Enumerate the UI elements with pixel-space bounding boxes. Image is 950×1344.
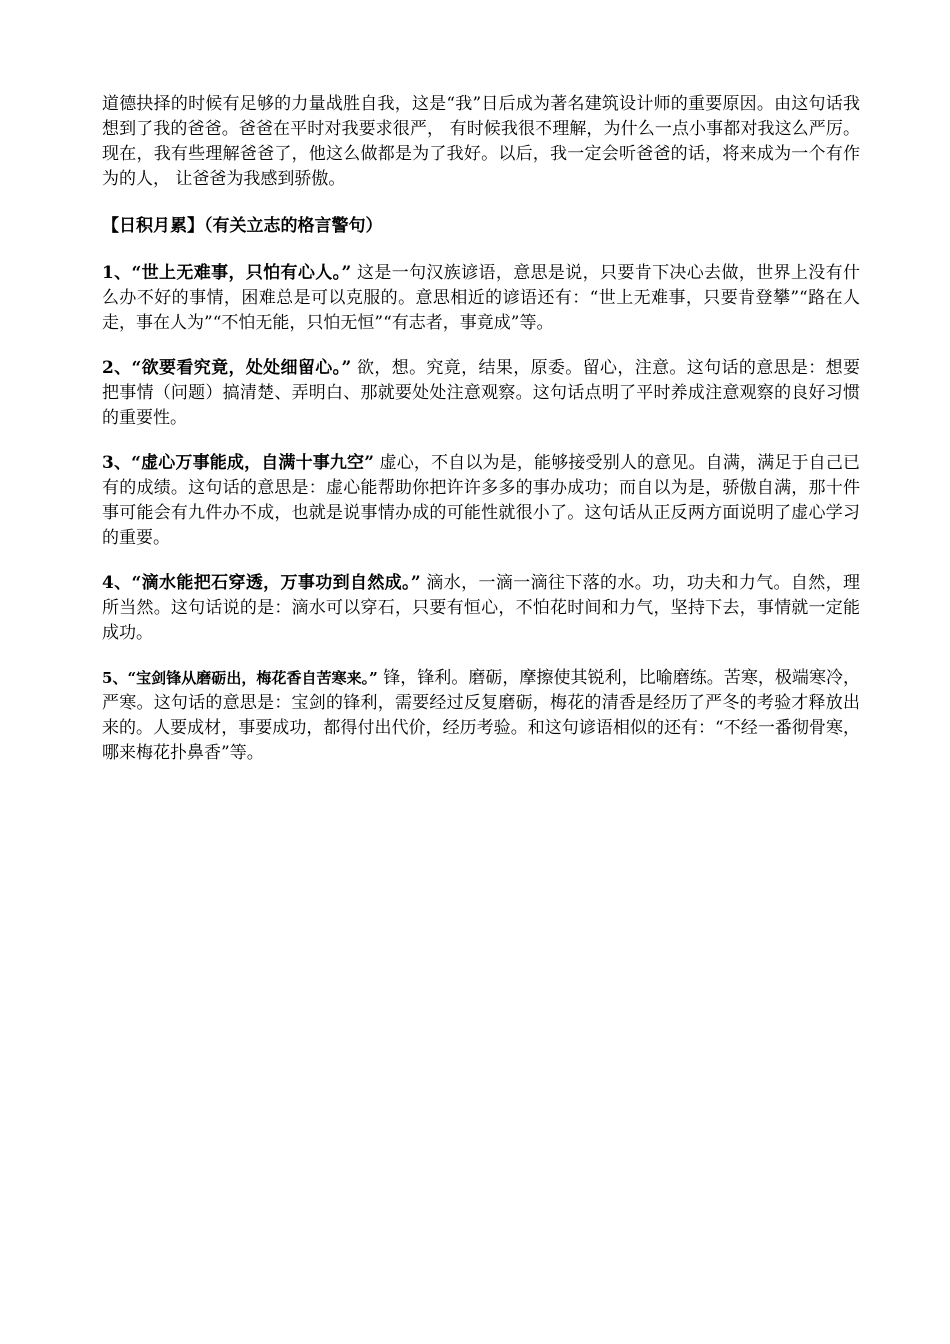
proverb-explanation: 锋，锋利。磨砺，摩擦使其锐利，比喻磨练。苦寒，极端寒冷，严寒。这句话的意思是：宝剑的锋利，需要经过反复磨砺，梅花的清香是经历了严冬的考验才释放出来的。人要成材，事要成功，都得付出代价，经历考验。和这句谚语相似的还有：“不经一番彻骨寒，哪来梅花扑鼻香”等。	[102, 668, 860, 763]
proverb-quote: “宝剑锋从磨砺出，梅花香自苦寒来。”	[127, 669, 378, 687]
proverb-quote: “虚心万事能成，自满十事九空”	[131, 453, 374, 473]
proverb-item-2	[102, 356, 860, 431]
proverb-number: 3、	[102, 453, 132, 473]
proverb-item-5	[102, 666, 860, 766]
section-heading: 【日积月累】（有关立志的格言警句）	[102, 216, 383, 236]
proverb-quote: “欲要看究竟，处处细留心。”	[131, 358, 352, 378]
proverb-explanation: 滴水，一滴一滴往下落的水。功，功夫和力气。自然，理所当然。这句话说的是：滴水可以穿石，只要有恒心，不怕花时间和力气，坚持下去，事情就一定能成功。	[102, 573, 860, 643]
proverb-quote: “世上无难事，只怕有心人。”	[131, 263, 352, 283]
proverb-number: 2、	[102, 358, 132, 378]
intro-paragraph: 道德抉择的时候有足够的力量战胜自我，这是“我”日后成为著名建筑设计师的重要原因。由这句话我想到了我的爸爸。爸爸在平时对我要求很严， 有时候我很不理解，为什么一点小事都对我这么严厉。现在，我有些理解爸爸了，他这么做都是为了我好。以后，我一定会听爸爸的话，将来成为一个有作为的人， 让爸爸为我感到骄傲。	[102, 94, 860, 189]
proverb-explanation: 这是一句汉族谚语，意思是说，只要肯下决心去做，世界上没有什么办不好的事情，困难总是可以克服的。意思相近的谚语还有：“世上无难事，只要肯登攀”“路在人走，事在人为”“不怕无能，只怕无恒”“有志者，事竟成”等。	[102, 263, 860, 333]
proverb-quote: “滴水能把石穿透，万事功到自然成。”	[131, 573, 421, 593]
document-page	[102, 92, 860, 786]
proverb-item-4	[102, 571, 860, 646]
proverb-number: 4、	[102, 573, 132, 593]
proverb-number: 5、	[102, 669, 128, 687]
proverb-explanation: 欲，想。究竟，结果，原委。留心，注意。这句话的意思是：想要把事情（问题）搞清楚、弄明白、那就要处处注意观察。这句话点明了平时养成注意观察的良好习惯的重要性。	[102, 358, 860, 428]
proverb-explanation: 虚心，不自以为是，能够接受别人的意见。自满，满足于自己已有的成绩。这句话的意思是：虚心能帮助你把许许多多的事办成功；而自以为是，骄傲自满，那十件事可能会有九件办不成，也就是说事情办成的可能性就很小了。这句话从正反两方面说明了虚心学习的重要。	[102, 453, 860, 548]
proverb-item-1	[102, 261, 860, 336]
proverb-number: 1、	[102, 263, 132, 283]
proverb-item-3	[102, 451, 860, 551]
